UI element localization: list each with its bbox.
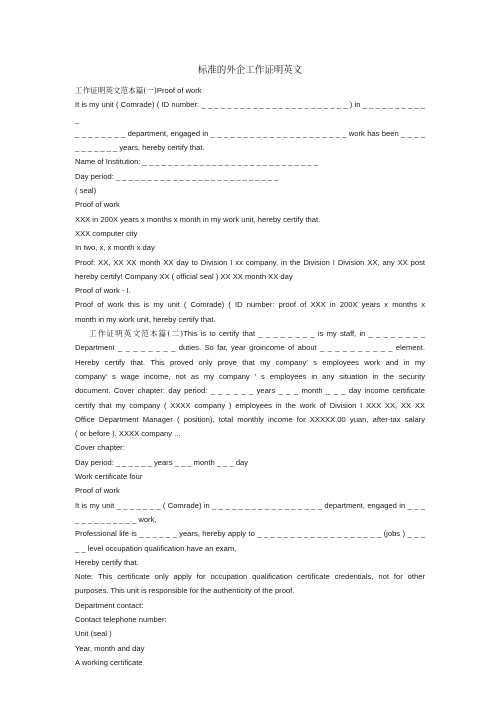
text-line: Professional life is _ _ _ _ _ _ years, hereby apply to _ _ _ _ _ _ _ _ _ _ _ _ _ _ _ _ _ _ _ (jobs ) _ _ _ — [75, 529, 425, 539]
heading-2-chinese: 工作证明英文范本篇(二) — [89, 329, 184, 339]
text-line: This is to certify that _ _ _ _ _ _ _ _ is my staff, in _ _ _ _ _ _ _ _ — [183, 329, 425, 339]
text-line: ( seal) — [75, 186, 97, 196]
text-line: Hereby certify that. This proved only prove that my company' s employees work and in my — [75, 357, 425, 367]
text-line: hereby certify! Company XX ( official seal ) XX XX month XX day — [75, 271, 293, 281]
text-line: Proof of work — [75, 486, 120, 496]
text-line: Cover chapter: — [75, 443, 125, 453]
text-line: In two, x, x month x day — [75, 243, 155, 253]
text-line: Year, month and day — [75, 643, 145, 653]
text-line: Proof of work this is my unit ( Comrade) ( ID number: proof of XXX in 200X years x months x — [75, 300, 425, 310]
text-line: Department _ _ _ _ _ _ _ _ duties. So far, year groincome of about _ _ _ _ _ _ _ _ _ _ element. — [75, 343, 425, 353]
text-line: _ _ _ _ _ _ _ _ _ _ work, — [75, 514, 157, 524]
text-line: Department contact: — [75, 600, 144, 610]
text-line: Contact telephone number: — [75, 614, 167, 624]
text-line: Proof: XX, XX XX month XX day to Division I xx company, in the Division I Division XX, any XX post — [75, 257, 425, 267]
text-line: A working certificate — [75, 657, 143, 667]
text-line: XXX in 200X years x months x month in my work unit, hereby certify that. — [75, 214, 321, 224]
heading-1-chinese: 工作证明英文范本篇(一) — [75, 86, 157, 95]
text-line: month in my work unit, hereby certify that. — [75, 314, 216, 324]
section-heading-1 — [75, 84, 425, 98]
text-line: Name of Institution: _ _ _ _ _ _ _ _ _ _ _ _ _ _ _ _ _ _ _ _ _ _ _ _ _ _ _ _ — [75, 157, 318, 167]
text-line: certify that my company ( XXXX company ) employees in the work of Division I XXX XX, XX XX — [75, 400, 425, 410]
text-line: Unit (seal ) — [75, 629, 112, 639]
text-line: Note: This certificate only apply for occupation qualification certificate credentials, not for other — [75, 572, 425, 582]
text-line: ( or before ). XXXX company ... — [75, 429, 181, 439]
text-line: Proof of work - I. — [75, 286, 131, 296]
text-line: Day period: _ _ _ _ _ _ years _ _ _ month _ _ _ day — [75, 457, 249, 467]
section-heading-2 — [75, 327, 425, 341]
document-body — [75, 84, 425, 670]
text-line: purposes. This unit is responsible for the authenticity of the proof. — [75, 586, 295, 596]
text-line: document. Cover chapter: day period: _ _ _ _ _ _ years _ _ _ month _ _ _ day income certificate — [75, 386, 425, 396]
heading-1-english: Proof of work — [156, 86, 202, 95]
text-line: Hereby certify that. — [75, 557, 139, 567]
text-line: Work certificate four — [75, 472, 143, 482]
text-line: It is my unit _ _ _ _ _ _ _ ( Comrade) in _ _ _ _ _ _ _ _ _ _ _ _ _ _ _ _ _ department, engaged in _ _ _ — [75, 500, 425, 510]
text-line: company' s wage income, not as my company ' s employees in any situation in the security — [75, 371, 425, 381]
text-line: Proof of work — [75, 200, 120, 210]
text-line: Day period: _ _ _ _ _ _ _ _ _ _ _ _ _ _ _ _ _ _ _ _ _ _ _ _ _ _ — [75, 171, 279, 181]
text-line: XXX computer city — [75, 228, 138, 238]
text-line: _ _ _ _ _ _ _ _ department, engaged in _ _ _ _ _ _ _ _ _ _ _ _ _ _ _ _ _ _ _ _ _ work has been _ _ _ _ — [75, 128, 425, 138]
text-line: Office Department Manager ( position), total monthly income for XXXXX.00 yuan, after-tax salary — [75, 414, 425, 424]
text-line: _ _ _ _ _ _ _ years, hereby certify that. — [75, 143, 205, 153]
document-title: 标准的外企工作证明英文 — [197, 65, 303, 76]
text-line: _ _ level occupation qualification have an exam, — [75, 543, 237, 553]
text-line: It is my unit ( Comrade) ( ID number: _ _ _ _ _ _ _ _ _ _ _ _ _ _ _ _ _ _ _ _ _ _ _ ) in _ _ _ _ _ _ _ _ _ _ _ — [75, 100, 425, 124]
